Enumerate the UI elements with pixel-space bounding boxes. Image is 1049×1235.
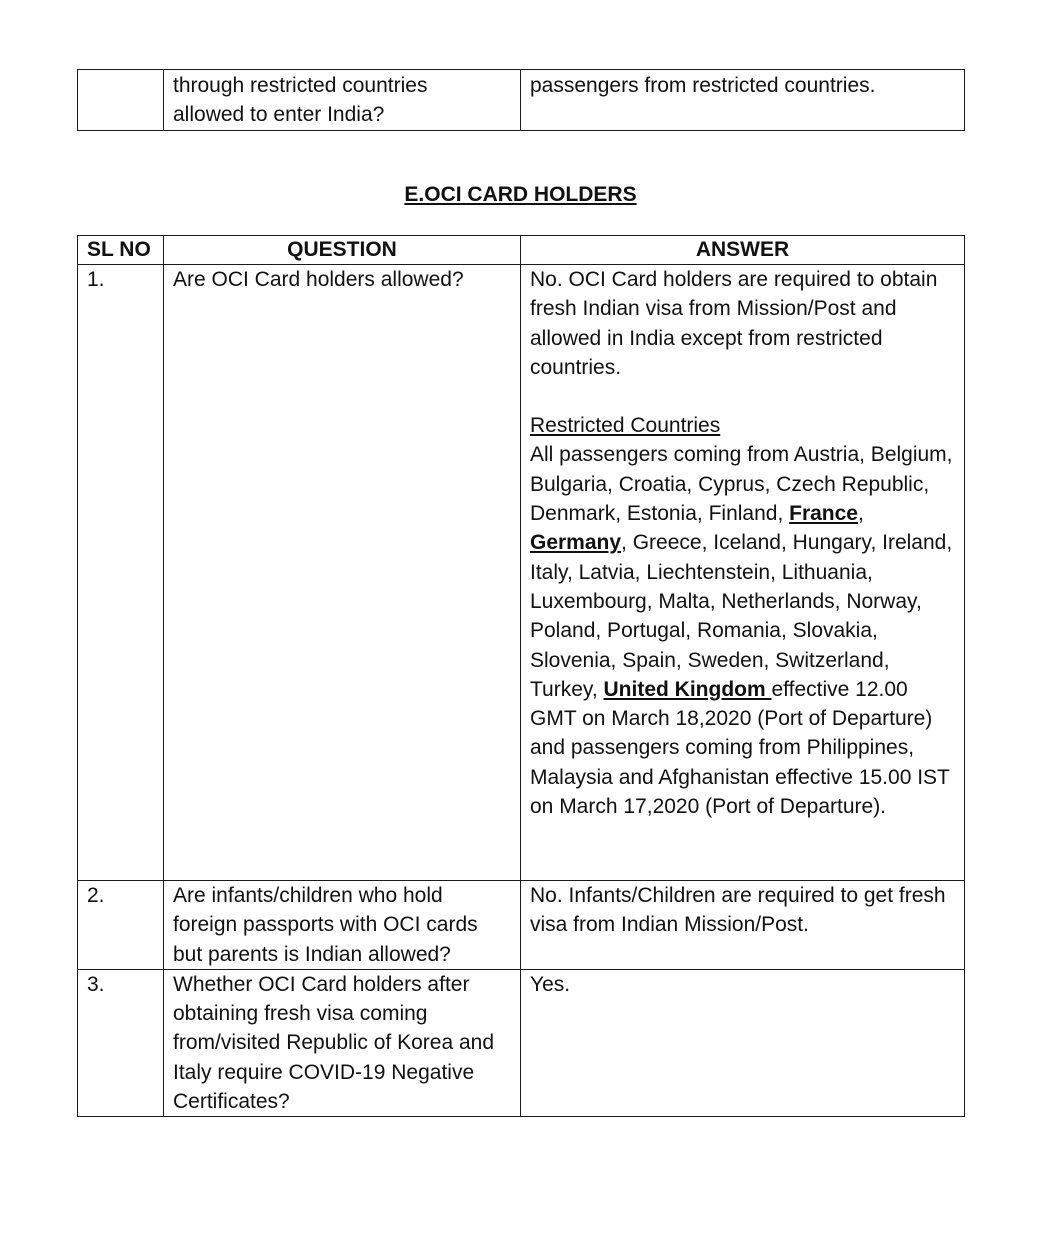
table-row: [78, 969, 965, 1116]
question-line: allowed to enter India?: [173, 103, 385, 127]
answer-cell: passengers from restricted countries.: [521, 70, 965, 131]
answer-cell: [521, 265, 965, 881]
country-germany: Germany: [530, 531, 622, 555]
question-cell: Whether OCI Card holders after obtaining fresh visa coming from/visited Republic of Korea and Italy require COVID-19 Negative Certificates?: [164, 969, 521, 1116]
sl-cell: 1.: [78, 265, 164, 881]
sl-cell: 2.: [78, 881, 164, 970]
question-line: through restricted countries: [173, 74, 428, 97]
spacer: [530, 382, 955, 411]
restricted-text: All passengers coming from Austria, Belgium, Bulgaria, Croatia, Cyprus, Czech Republic, Denmark, Estonia, Finland,: [530, 443, 953, 526]
country-france: France: [789, 502, 858, 526]
section-title: E.OCI CARD HOLDERS: [404, 183, 637, 206]
answer-cell: Yes.: [521, 969, 965, 1116]
header-question: QUESTION: [164, 236, 521, 265]
table-row: [78, 265, 965, 881]
sl-cell: 3.: [78, 969, 164, 1116]
sl-cell: [78, 70, 164, 131]
oci-faq-table: [77, 235, 965, 1117]
header-row: [78, 236, 965, 265]
country-united-kingdom: United Kingdom: [603, 677, 772, 701]
question-cell: [164, 70, 521, 131]
restricted-countries-heading: Restricted Countries: [530, 414, 721, 438]
continued-table: [77, 69, 965, 131]
restricted-text: effective 12.00 GMT on March 18,2020 (Port of Departure) and passengers coming from Philippines, Malaysia and Afghanistan effective 15.00 IST on March 17,2020 (Port of Departure).: [530, 677, 950, 819]
header-answer: ANSWER: [521, 236, 965, 265]
table-row: [78, 70, 965, 131]
table-row: [78, 881, 965, 970]
question-cell: Are OCI Card holders allowed?: [164, 265, 521, 881]
answer-intro: No. OCI Card holders are required to obtain fresh Indian visa from Mission/Post and allowed in India except from restricted countries.: [530, 268, 938, 379]
question-cell: Are infants/children who hold foreign passports with OCI cards but parents is Indian allowed?: [164, 881, 521, 970]
restricted-text: , Greece, Iceland, Hungary, Ireland, Italy, Latvia, Liechtenstein, Lithuania, Luxembourg, Malta, Netherlands, Norway, Poland, Portugal, Romania, Slovakia, Slovenia, Spain, Sweden, Switzerland, Turkey,: [530, 531, 953, 701]
answer-cell: No. Infants/Children are required to get fresh visa from Indian Mission/Post.: [521, 881, 965, 970]
header-sl-no: SL NO: [78, 236, 164, 265]
separator: ,: [858, 502, 864, 526]
